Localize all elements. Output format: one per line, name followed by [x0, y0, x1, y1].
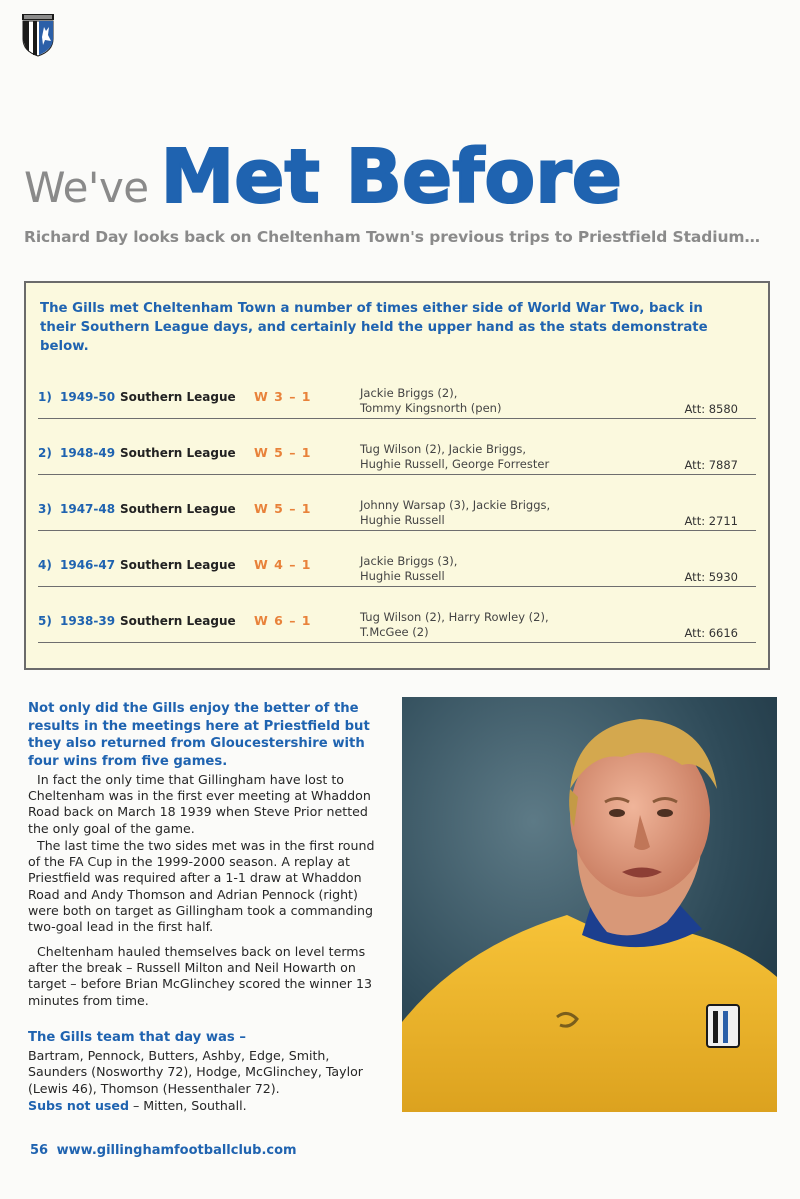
row-attendance: Att: 6616 — [684, 626, 738, 640]
row-scorers — [360, 386, 610, 416]
club-crest-icon — [20, 13, 56, 57]
row-league: Southern League — [120, 446, 236, 460]
row-scorers-line: Tug Wilson (2), Harry Rowley (2), — [360, 610, 549, 624]
row-divider — [38, 418, 756, 419]
article-lead: Not only did the Gills enjoy the better of the results in the meetings here at Priestfield but they also returned from Gloucestershire with four wins from five games. — [28, 701, 370, 769]
row-season: 1946-47 — [60, 558, 116, 572]
subs-label: Subs not used — [28, 1098, 129, 1113]
row-scorers — [360, 442, 610, 472]
row-result: W 5 – 1 — [254, 501, 312, 516]
article-paragraph: Cheltenham hauled themselves back on level terms after the break – Russell Milton and Neil Howarth on target – before Brian McGlinchey scored the winner 13 minutes from time. — [28, 944, 373, 1008]
page-footer — [30, 1143, 297, 1158]
article-paragraph: The last time the two sides met was in the first round of the FA Cup in the 1999-2000 season. A replay at Priestfield was required after a 1-1 draw at Whaddon Road and Andy Thomson and Adrian Pennock (right) were both on target as Gillingham took a commanding two-goal lead in the first half. — [28, 838, 375, 935]
row-scorers-line: Hughie Russell — [360, 569, 445, 583]
row-scorers-line: Hughie Russell, George Forrester — [360, 457, 550, 471]
result-row — [38, 552, 756, 602]
row-attendance: Att: 8580 — [684, 402, 738, 416]
team-list: Bartram, Pennock, Butters, Ashby, Edge, Smith, Saunders (Nosworthy 72), Hodge, McGlinchey, Taylor (Lewis 46), Thomson (Hessenthaler 72). — [28, 1048, 363, 1096]
row-result: W 4 – 1 — [254, 557, 312, 572]
result-row — [38, 440, 756, 490]
stats-intro: The Gills met Cheltenham Town a number of times either side of World War Two, back in their Southern League days, and certainly held the upper hand as the stats demonstrate below. — [40, 301, 708, 354]
row-divider — [38, 530, 756, 531]
row-divider — [38, 642, 756, 643]
result-row — [38, 496, 756, 546]
subs-line — [28, 1098, 247, 1113]
row-result: W 5 – 1 — [254, 445, 312, 460]
row-season: 1948-49 — [60, 446, 116, 460]
row-league: Southern League — [120, 502, 236, 516]
page-heading — [24, 134, 622, 224]
subs-text: – Mitten, Southall. — [128, 1098, 247, 1113]
row-number: 4) — [38, 558, 52, 572]
result-row — [38, 384, 756, 434]
row-number: 2) — [38, 446, 52, 460]
row-scorers — [360, 610, 610, 640]
row-scorers-line: Jackie Briggs (3), — [360, 554, 458, 568]
article-paragraph: In fact the only time that Gillingham have lost to Cheltenham was in the first ever meeting at Whaddon Road back on March 18 1939 when Steve Prior netted the only goal of the game. — [28, 772, 371, 836]
row-league: Southern League — [120, 390, 236, 404]
row-attendance: Att: 5930 — [684, 570, 738, 584]
row-scorers-line: Tommy Kingsnorth (pen) — [360, 401, 502, 415]
page-number: 56 — [30, 1143, 49, 1158]
heading-light-text: We've — [24, 163, 149, 212]
row-number: 5) — [38, 614, 52, 628]
row-scorers-line: T.McGee (2) — [360, 625, 429, 639]
subheading: Richard Day looks back on Cheltenham Town's previous trips to Priestfield Stadium… — [24, 228, 760, 246]
row-scorers-line: Tug Wilson (2), Jackie Briggs, — [360, 442, 527, 456]
row-season: 1938-39 — [60, 614, 116, 628]
heading-bold-text: Met Before — [160, 134, 622, 220]
stats-box — [24, 281, 770, 670]
row-result: W 3 – 1 — [254, 389, 312, 404]
row-scorers — [360, 498, 610, 528]
row-attendance: Att: 7887 — [684, 458, 738, 472]
row-scorers — [360, 554, 610, 584]
row-season: 1949-50 — [60, 390, 116, 404]
row-season: 1947-48 — [60, 502, 116, 516]
player-photo — [402, 697, 777, 1112]
result-row — [38, 608, 756, 658]
row-scorers-line: Johnny Warsap (3), Jackie Briggs, — [360, 498, 551, 512]
row-divider — [38, 586, 756, 587]
row-league: Southern League — [120, 614, 236, 628]
team-title: The Gills team that day was – — [28, 1030, 246, 1045]
row-league: Southern League — [120, 558, 236, 572]
row-scorers-line: Hughie Russell — [360, 513, 445, 527]
row-divider — [38, 474, 756, 475]
row-result: W 6 – 1 — [254, 613, 312, 628]
row-number: 1) — [38, 390, 52, 404]
row-number: 3) — [38, 502, 52, 516]
row-scorers-line: Jackie Briggs (2), — [360, 386, 458, 400]
website-link[interactable]: www.gillinghamfootballclub.com — [56, 1143, 297, 1158]
row-attendance: Att: 2711 — [684, 514, 738, 528]
